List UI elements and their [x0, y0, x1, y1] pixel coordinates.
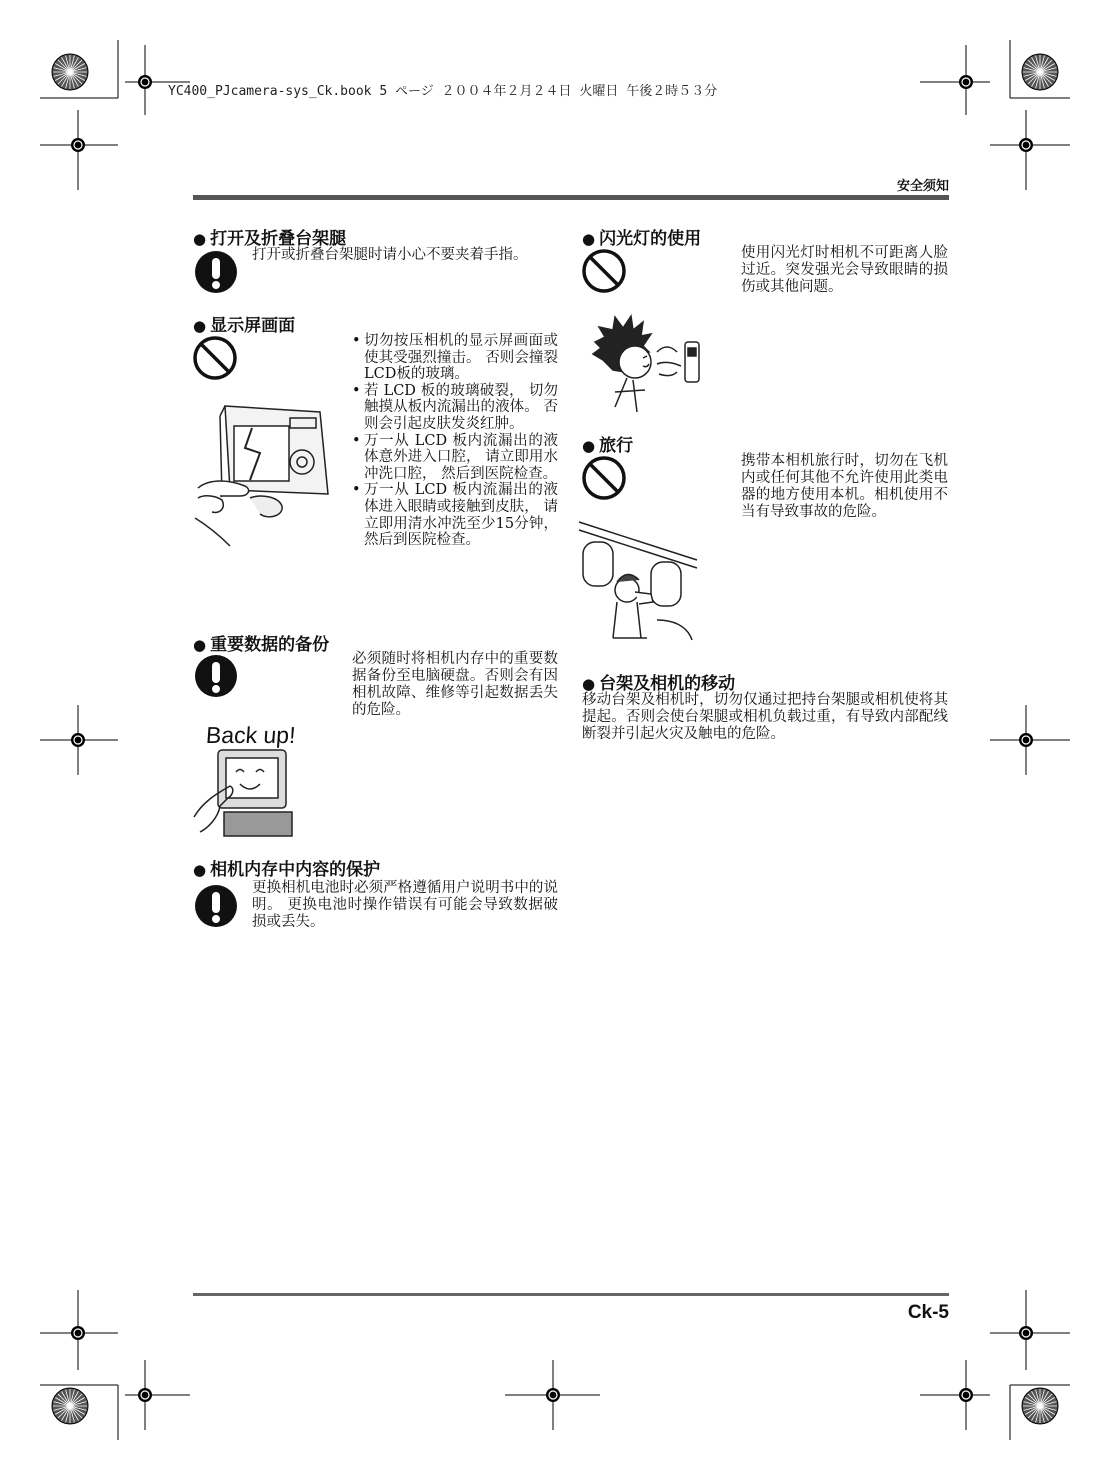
prohibition-icon — [581, 248, 627, 294]
screen-bullet: • 万一从 LCD 板内流漏出的液体进入眼睛或接触到皮肤， 请立即用清水冲洗至少15分钟， 然后到医院检查。 — [352, 482, 558, 548]
airplane-illustration — [577, 520, 702, 648]
memory-text: 更换相机电池时必须严格遵循用户说明书中的说明。 更换电池时操作错误有可能会导致数据破损或丢失。 — [252, 880, 558, 930]
flash-illustration — [585, 312, 710, 417]
screen-bullet: • 万一从 LCD 板内流漏出的液体意外进入口腔， 请立即用水冲洗口腔， 然后到医院检查。 — [352, 433, 558, 483]
header-rule — [193, 195, 949, 200]
moving-text: 移动台架及相机时，切勿仅通过把持台架腿或相机使将其提起。否则会使台架腿或相机负载过重，有导致内部配线断裂并引起火灾及触电的危险。 — [582, 692, 948, 742]
flash-text: 使用闪光灯时相机不可距离人脸过近。突发强光会导致眼睛的损伤或其他问题。 — [741, 245, 948, 295]
exclamation-icon — [194, 250, 238, 294]
screen-heading: ● 显示屏画面 — [193, 316, 296, 336]
page-number: Ck-5 — [907, 1302, 949, 1323]
prohibition-icon — [581, 455, 627, 501]
screen-bullet: • 若 LCD 板的玻璃破裂， 切勿触摸从板内流漏出的液体。 否则会引起皮肤发炎红肿。 — [352, 383, 558, 433]
backup-text: 必须随时将相机内存中的重要数据备份至电脑硬盘。否则会有因相机故障、维修等引起数据丢失的危险。 — [352, 651, 558, 718]
exclamation-icon — [194, 884, 238, 928]
backup-heading: ● 重要数据的备份 — [193, 635, 330, 655]
screen-bullet-list — [352, 333, 558, 549]
flash-heading: ● 闪光灯的使用 — [582, 229, 702, 249]
backup-illustration — [190, 722, 300, 842]
screen-bullet: • 切勿按压相机的显示屏画面或使其受强烈撞击。 否则会撞裂LCD板的玻璃。 — [352, 333, 558, 383]
section-title: 安全须知 — [896, 179, 949, 194]
backup-illustration-text: Back up! — [205, 722, 297, 748]
print-slug: YC400_PJcamera-sys_Ck.book 5 ページ ２００４年２月２４日 火曜日 午後２時５３分 — [168, 84, 718, 99]
travel-text: 携带本相机旅行时，切勿在飞机内或任何其他不允许使用此类电器的地方使用本机。相机使用不当有导致事故的危险。 — [741, 453, 948, 520]
memory-heading: ● 相机内存中内容的保护 — [193, 860, 381, 880]
footer-rule — [193, 1293, 949, 1296]
prohibition-icon — [192, 335, 238, 381]
moving-heading: ● 台架及相机的移动 — [582, 674, 736, 694]
tripod-text: 打开或折叠台架腿时请小心不要夹着手指。 — [252, 247, 528, 263]
exclamation-icon — [194, 654, 238, 698]
travel-heading: ● 旅行 — [582, 436, 634, 456]
camera-broken-lcd-illustration — [190, 398, 345, 548]
tripod-heading: ● 打开及折叠台架腿 — [193, 229, 347, 249]
